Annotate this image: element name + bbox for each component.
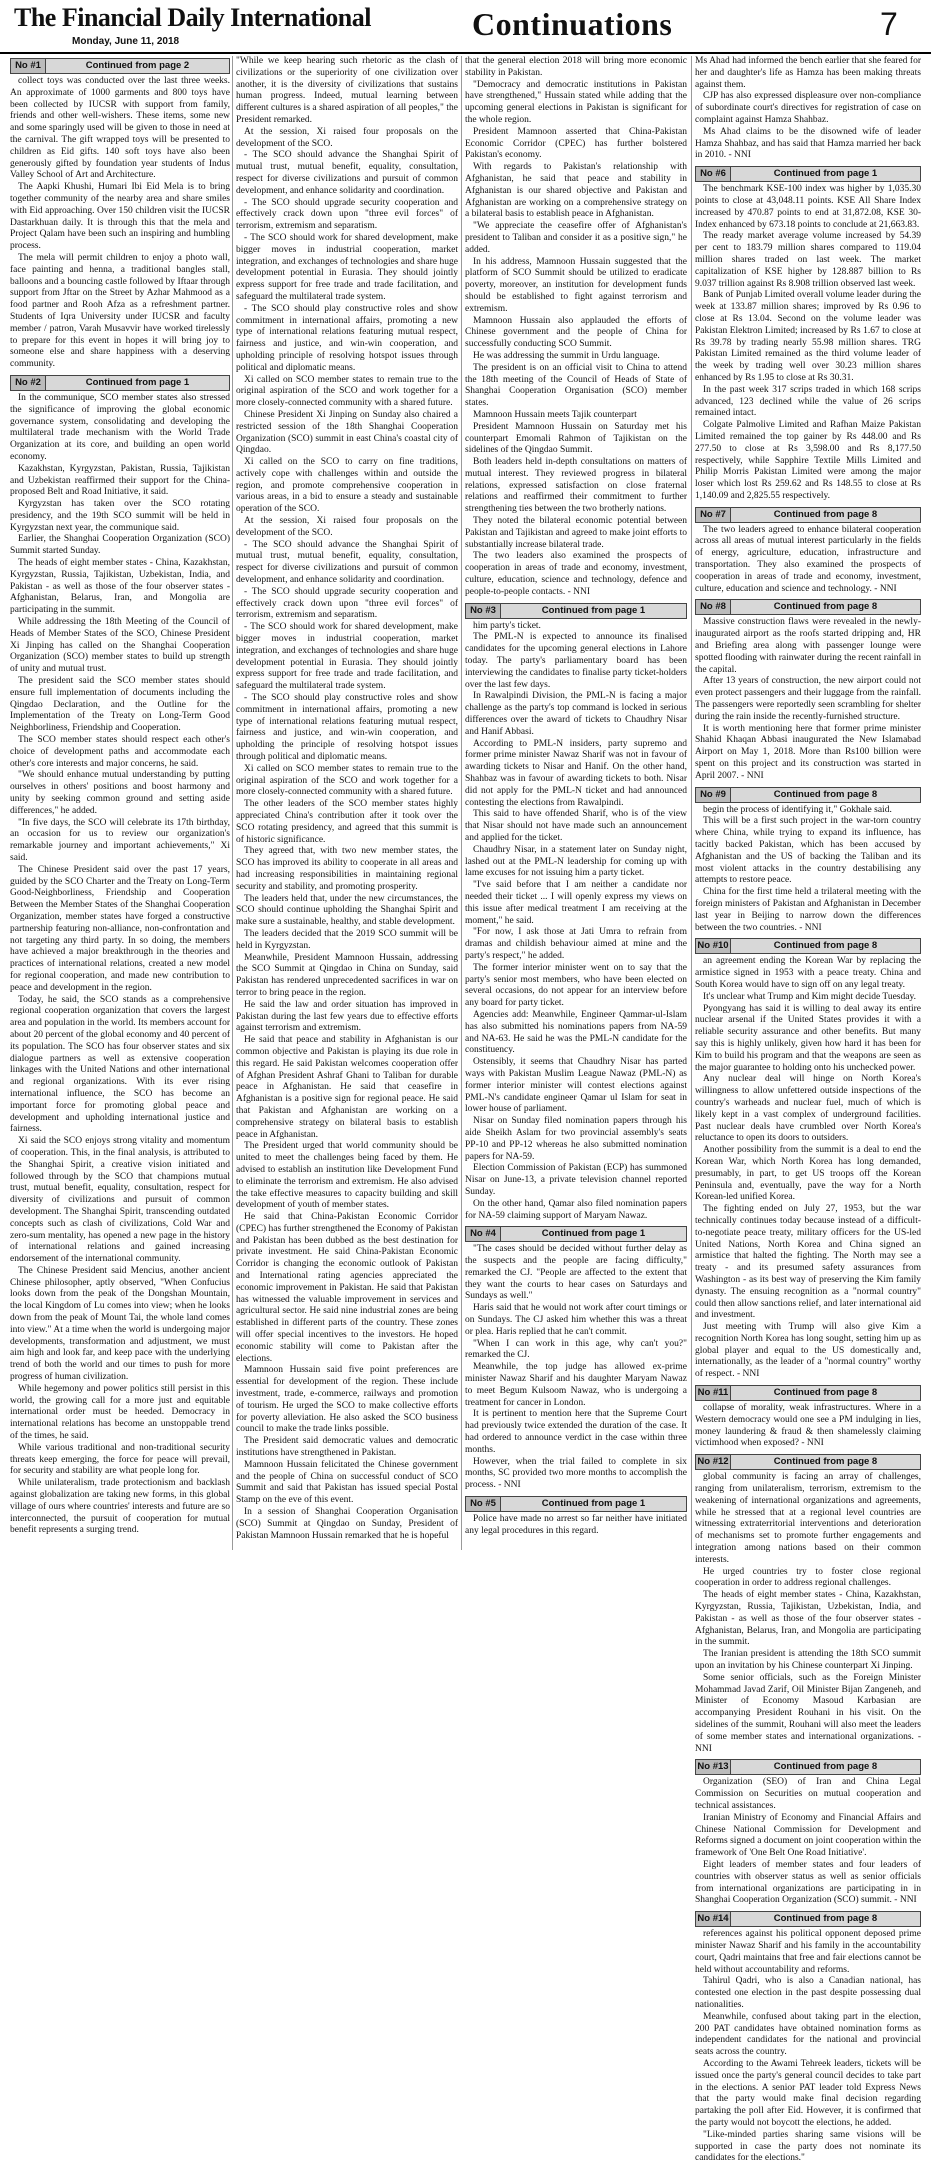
paragraph: According to PML-N insiders, party supremo and former prime minister Nawaz Sharif was not in favour of awarding tickets to Nisar and Hanif. On the other hand, Shahbaz was in favour of awarding tickets to both. Nisar did not apply for the PML-N ticket and had announced contesting the elections from Rawalpindi. xyxy=(465,738,687,808)
paragraph: "The cases should be decided without further delay as the suspects and the people are facing difficulty," remarked the CJ. "People are affected to the extent that they want the courts to hear cases on Saturdays and Sundays as well." xyxy=(465,1244,687,1302)
paragraph: Mamnoon Hussain meets Tajik counterpart xyxy=(473,409,637,420)
column-3 xyxy=(465,56,687,1550)
paragraph: Tahirul Qadri, who is also a Canadian national, has contested one election in the past despite possessing dual nationalities. xyxy=(695,1976,921,2010)
story-header xyxy=(695,507,921,523)
issue-date: Monday, June 11, 2018 xyxy=(72,36,180,47)
continued-label: Continued from page 2 xyxy=(85,60,190,71)
story-number: No #13 xyxy=(696,1760,731,1774)
paragraph: In his address, Mamnoon Hussain suggested that the platform of SCO Summit should be utilized to eradicate poverty, moreover, an institution for development funds should be established to fight against terrorism and extremism. xyxy=(465,256,687,314)
paragraph: "While we keep hearing such rhetoric as the clash of civilizations or the superiority of one civilization over another, it is the diversity of civilizations that sustains human progress. Indeed, mutual learning between different cultures is a shared aspiration of all peoples," the President remarked. xyxy=(236,56,458,125)
story xyxy=(695,507,921,596)
paragraph: The heads of eight member states - China, Kazakhstan, Kyrgyzstan, Russia, Tajikistan, Uzbekistan, India, and Pakistan - as well as those of the four observer states - Afghanistan, Belarus, Iran, and Mongolia are participating in the summit. xyxy=(10,558,230,616)
paragraph: Chaudhry Nisar, in a statement later on Sunday night, lashed out at the PML-N leadership for coming up with lame excuses for not issuing him a party ticket. xyxy=(465,844,687,879)
paragraph: - The SCO should play constructive roles and show commitment in international affairs, promoting a new type of international relations featuring mutual respect, fairness and justice, and win-win cooperation, and upholding principle of resolving hotspot issues through political and diplomatic means. xyxy=(236,303,458,373)
story xyxy=(695,599,921,782)
story-continued xyxy=(695,56,921,162)
story-header xyxy=(695,1385,921,1401)
story xyxy=(695,938,921,1381)
continued-label: Continued from page 1 xyxy=(85,376,190,388)
paragraph: "I've said before that I am neither a candidate nor needed their ticket ... I will openly express my views on this issue after medical treatment I am receiving at the moment," he said. xyxy=(465,880,687,926)
paragraph: Xi called on SCO member states to remain true to the original aspiration of the SCO and work together for a more closely-connected community with a shared future. xyxy=(236,763,458,798)
paragraph: In Rawalpindi Division, the PML-N is facing a major challenge as the party's top command is locked in serious differences over the award of tickets to Chaudhry Nisar and Hanif Abbasi. xyxy=(465,691,687,737)
story xyxy=(695,1454,921,1755)
paragraph: The two leaders also examined the prospects of cooperation in areas of trade and economy, investment, culture, education, science and technology, defence and people-to-people contacts. - NNI xyxy=(465,551,687,597)
story xyxy=(465,603,687,1223)
paragraph: He said that peace and stability in Afghanistan is our common objective and Pakistan is playing its due role in this regard. He said Pakistan welcomes cooperation offer of Afghan President Ashraf Ghani to Taliban for durable peace in Afghanistan. He said that ceasefire in Afghanistan is a positive sign for regional peace. He said that Pakistan and Afghanistan are working on a comprehensive strategy on bilateral basis to establish peace in Afghanistan. xyxy=(236,1035,458,1140)
paragraph: The President said democratic values and democratic institutions have strengthened in Pakistan. xyxy=(236,1436,458,1459)
paragraph: Chinese President Xi Jinping on Sunday also chaired a restricted session of the 18th Shanghai Cooperation Organization (SCO) summit in east China's coastal city of Qingdao. xyxy=(236,409,458,456)
continued-label: Continued from page 1 xyxy=(773,168,878,180)
masthead xyxy=(0,0,931,54)
continued-label: Continued from page 8 xyxy=(773,788,878,800)
paragraph: Ms Ahad claims to be the disowned wife of leader Hamza Shahbaz, and has said that Hamza married her back in 2010. - NNI xyxy=(695,126,921,161)
paragraph: Mamnoon Hussain said five point preferences are essential for development of the region. These include investment, trade, e-commerce, railways and promotion of tourism. He urged the SCO to make collective efforts for poverty alleviation. He also asked the SCO business council to make the trade links possible. xyxy=(236,1365,458,1435)
story-number: No #14 xyxy=(696,1912,731,1926)
paragraph: - The SCO should advance the Shanghai Spirit of mutual trust, mutual benefit, equality, consultation, respect for diverse civilizations and pursuit of common development, and enhance solidarity and coordination. xyxy=(236,150,458,196)
story-continued xyxy=(236,56,458,1542)
column-rule xyxy=(691,56,692,1550)
paragraph: The Chinese President said over the past 17 years, guided by the SCO Charter and the Treaty on Long-Term Good-Neighborliness, Friendship and Cooperation Between the Member States of the Shanghai Cooperation Organization, member states have forged a constructive partnership featuring non-alliance, non-confrontation and not targeting any third party. In so doing, the members have achieved a major breakthrough in the theories and practices of international relations, created a new model for regional cooperation, and made new contribution to peace and development in the region. xyxy=(10,864,230,993)
paragraph: him party's ticket. xyxy=(473,620,541,631)
newspaper-title: The Financial Daily International xyxy=(14,3,371,32)
paragraph: collect toys was conducted over the last three weeks. An approximate of 1000 garments and 800 toys have been collected by IUCSR with support from family, friends and other well-wishers. These items, some new and some sparingly used will be given to those in need at the carnival. The gift wrapped toys will be presented to children as Eid gifts. 140 soft toys have also been generously gifted by foundation year students of Indus Valley School of Art and Architecture. xyxy=(10,76,230,181)
paragraph: This will be a first such project in the war-torn country where China, while trying to expand its influence, has tacitly backed Pakistan, which has been accused by Afghanistan and the US of backing the Taliban and its most violent attacks in the country destabilising any attempts to restore peace. xyxy=(695,816,921,886)
story-header xyxy=(695,1911,921,1927)
story-number: No #5 xyxy=(466,1497,501,1511)
story-header xyxy=(695,1454,921,1470)
paragraph: According to the Awami Tehreek leaders, tickets will be issued once the party's general council decides to take part in the elections. A senior PAT leader told Express News that the party would make final decision regarding partaking the poll after Eid. However, it is confirmed that the party would not boycott the elections, he added. xyxy=(695,2058,921,2128)
paragraph: The PML-N is expected to announce its finalised candidates for the upcoming general elections in Lahore today. The party's parliamentary board has been interviewing the candidates to finalise party ticket-holders over the last few days. xyxy=(465,632,687,690)
paragraph: Just meeting with Trump will also give Kim a recognition North Korea has long sought, setting him up as global player and equal to the US domestically and, internationally, as the leader of a "normal country" worthy of respect. - NNI xyxy=(695,1322,921,1380)
paragraph: Some senior officials, such as the Foreign Minister Mohammad Javad Zarif, Oil Minister Bijan Zangeneh, and Minister of Economy Masoud Karbasian are accompanying President Rouhani in his visit. On the sidelines of the summit, Rouhani will also meet the leaders of some member states and international organizations. - NNI xyxy=(695,1672,921,1754)
paragraph: Iranian Ministry of Economy and Financial Affairs and Chinese National Commission for Development and Reforms signed a document on joint cooperation within the framework of 'One Belt One Road Initiative'. xyxy=(695,1812,921,1859)
paragraph: Meanwhile, the top judge has allowed ex-prime minister Nawaz Sharif and his daughter Maryam Nawaz to meet Begum Kulsoom Nawaz, who is undergoing a treatment for cancer in London. xyxy=(465,1362,687,1408)
story xyxy=(695,1385,921,1450)
paragraph: The SCO member states should respect each other's choice of development paths and accommodate each other's core interests and major concerns, he said. xyxy=(10,735,230,769)
story-number: No #7 xyxy=(696,508,731,522)
story-number: No #10 xyxy=(696,939,731,953)
paragraph: While addressing the 18th Meeting of the Council of Heads of Member States of the SCO, Chinese President Xi Jinping has called on the Shanghai Cooperation Organization (SCO) member states to build up strength of unity and mutual trust. xyxy=(10,617,230,675)
paragraph: On the other hand, Qamar also filed nomination papers for NA-59 claiming support of Maryam Nawaz. xyxy=(465,1198,687,1221)
paragraph: The mela will permit children to enjoy a photo wall, face painting and henna, a traditional bangles stall, balloons and a bouncing castle followed by Iftaar through support from Jftar on the Street by Azhar Mahmood as a food partner and Rooh Afza as a refreshment partner. Students of Iqra University under IUCSR and faculty member / patron, Varah Musavvir have worked tirelessly to prepare for this event in hopes it will bring joy to someone else and share happiness with a deserving community. xyxy=(10,252,230,370)
paragraph: The benchmark KSE-100 index was higher by 1,035.30 points to close at 43,048.11 points. KSE All Share Index increased by 470.87 points to end at 31,872.08, KSE 30-Index enhanced by 673.18 points to conclude at 21,663.83. xyxy=(695,184,921,230)
paragraph: "Democracy and democratic institutions in Pakistan have strengthened," Hussain stated while adding that the upcoming general elections in Pakistan is significant for the whole region. xyxy=(465,79,687,125)
paragraph: Pyongyang has said it is willing to deal away its entire nuclear arsenal if the United States provides it with a reliable security assurance and other benefits. But many say this is highly unlikely, given how hard it has been for Kim to build his program and that the weapons are seen as the major guarantee to holding onto his unchecked power. xyxy=(695,1003,921,1073)
paragraph: - The SCO should play constructive roles and show commitment in international affairs, promoting a new type of international relations featuring mutual respect, fairness and justice, and win-win cooperation, and upholding the principle of resolving hotspot issues through political and diplomatic means. xyxy=(236,693,458,763)
paragraph: He urged countries try to foster close regional cooperation in order to address regional challenges. xyxy=(695,1566,921,1589)
paragraph: Ostensibly, it seems that Chaudhry Nisar has parted ways with Pakistan Muslim League Nawaz (PML-N) as former interior minister will contest elections against PML-N's candidate engineer Qamar ul Islam for seat in lower house of parliament. xyxy=(465,1057,687,1115)
paragraph: In the past week 317 scrips traded in which 168 scrips advanced, 123 declined while the value of 26 scrips remained intact. xyxy=(695,384,921,419)
story xyxy=(695,1759,921,1907)
column-2 xyxy=(236,56,458,1550)
paragraph: Ms Ahad had informed the bench earlier that she feared for her and daughter's life as Hamza has been making threats against them. xyxy=(695,56,921,90)
paragraph: President Mamnoon Hussain on Saturday met his counterpart Emomali Rahmon of Tajikistan on the sidelines of the Qingdao Summit. xyxy=(465,421,687,456)
paragraph: The leaders held that, under the new circumstances, the SCO should continue upholding the Shanghai Spirit and make sure a sustainable, healthy, and stable development. xyxy=(236,893,458,928)
paragraph: "Like-minded parties sharing same visions will be supported in case the party does not nominate its candidates for the elections." xyxy=(695,2129,921,2164)
story xyxy=(10,58,230,371)
paragraph: - The SCO should upgrade security cooperation and effectively crack down upon "three evil forces" of terrorism, extremism and separatism. xyxy=(236,586,458,621)
continued-label: Continued from page 1 xyxy=(541,1498,646,1510)
story-number: No #6 xyxy=(696,167,731,181)
paragraph: Kyrgyzstan has taken over the SCO rotating presidency, and the 19th SCO summit will be held in Kyrgyzstan next year, the communique said. xyxy=(10,499,230,533)
paragraph: Election Commission of Pakistan (ECP) has summoned Nisar on June-13, a private television channel reported Sunday. xyxy=(465,1163,687,1197)
continued-label: Continued from page 8 xyxy=(773,940,878,952)
paragraph: Earlier, the Shanghai Cooperation Organization (SCO) Summit started Sunday. xyxy=(10,534,230,557)
paragraph: The fighting ended on July 27, 1953, but the war technically continues today because instead of a difficult-to-negotiate peace treaty, military officers for the US-led United Nations, North Korea and China signed an armistice that halted the fighting. The North may see a treaty - and its presumed safety assurances from Washington - as its best way of preserving the Kim family dynasty. The ensuing recognition as a "normal country" could then allow sanctions relief, and later international aid and investment. xyxy=(695,1204,921,1321)
story-number: No #9 xyxy=(696,788,731,802)
column-4 xyxy=(695,56,921,2164)
paragraph: Bank of Punjab Limited overall volume leader during the week at 133.87 million shares; improved by Rs 0.96 to close at Rs 13.04. Second on the volume leader was Pakistan Elektron Limited; increased by Rs 1.67 to close at Rs 39.78 by trading nearly 55.98 million shares. TRG Pakistan Limited remained as the third volume leader of the week by trading well over 30.23 million shares enhanced by Rs 1.95 to close at Rs 30.31. xyxy=(695,290,921,383)
paragraph: They noted the bilateral economic potential between Pakistan and Tajikistan and agreed to make joint efforts to substantially increase bilateral trade. xyxy=(465,516,687,550)
paragraph: Police have made no arrest so far neither have initiated any legal procedures in this regard. xyxy=(465,1514,687,1536)
paragraph: global community is facing an array of challenges, ranging from unilateralism, terrorism, extremism to the weakening of international organizations and agreements, while he stressed that at a regional level countries are witnessing extraterritorial interventions and deterioration of mechanisms set to promote further engagements and integration among nations based on their common interests. xyxy=(695,1472,921,1565)
paragraph: Massive construction flaws were revealed in the newly-inaugurated airport as the roofs started dripping and, HR and Briefing area along with passenger lounge were spotted flooding with rainwater during the recent rainfall in the capital. xyxy=(695,617,921,675)
story-header xyxy=(10,58,230,74)
paragraph: that the general election 2018 will bring more economic stability in Pakistan. xyxy=(465,56,687,78)
story-header xyxy=(695,938,921,954)
continued-label: Continued from page 1 xyxy=(541,1228,646,1240)
paragraph: Eight leaders of member states and four leaders of countries with observer status as well as senior officials from international organizations are participating in in Shanghai Cooperation Organization (SCO) summit. - NNI xyxy=(695,1859,921,1906)
paragraph: It is pertinent to mention here that the Supreme Court had previously twice extended the duration of the case. It had ordered to announce verdict in the case within three months. xyxy=(465,1409,687,1455)
story-number: No #1 xyxy=(11,59,46,73)
story xyxy=(695,1911,921,2165)
story-continued xyxy=(465,56,687,599)
paragraph: The Chinese President said Mencius, another ancient Chinese philosopher, aptly observed, "When Confucius looks down from the peak of the Dongshan Mountain, the local Kingdom of Lu comes into view; when he looks down from the peak of Mount Tai, the whole land comes into view." At a time when the world is undergoing major developments, transformation and adjustment, we must aim high and look far, and keep pace with the underlying trend of both the world and our times to push for more progress of human civilization. xyxy=(10,1265,230,1383)
paragraph: President Mamnoon asserted that China-Pakistan Economic Corridor (CPEC) has further bolstered Pakistan's economy. xyxy=(465,126,687,161)
paragraph: At the session, Xi raised four proposals on the development of the SCO. xyxy=(236,126,458,149)
paragraph: - The SCO should work for shared development, make bigger moves in industrial cooperation, market integration, and exchanges of technologies and share huge development potential in Eurasia. They should jointly express support for free trade and trade facilitation, and safeguard the multilateral trade system. xyxy=(236,622,458,692)
story-header xyxy=(465,1496,687,1512)
paragraph: Agencies add: Meanwhile, Engineer Qammar-ul-Islam has also submitted his nominations papers from NA-59 and NA-63. He said he was the PML-N candidate for the constituency. xyxy=(465,1009,687,1056)
paragraph: This said to have offended Sharif, who is of the view that Nisar should not have made such an announcement and applied for the ticket. xyxy=(465,809,687,843)
story-number: No #11 xyxy=(696,1386,731,1400)
continued-label: Continued from page 8 xyxy=(773,1387,878,1399)
story-header xyxy=(695,787,921,803)
paragraph: The president said the SCO member states should ensure full implementation of documents including the Qingdao Declaration, and the Outline for the Implementation of the Treaty on Long-Term Good Neighborliness, Friendship and Cooperation. xyxy=(10,676,230,734)
paragraph: It is worth mentioning here that former prime minister Shahid Khaqan Abbasi inaugurated the New Islamabad Airport on May 1, 2018. More than Rs100 billion were spent on this project and its construction was started in April 2007. - NNI xyxy=(695,723,921,781)
paragraph: "We appreciate the ceasefire offer of Afghanistan's president to Taliban and consider it as a positive sign," he added. xyxy=(465,221,687,255)
paragraph: While unilateralism, trade protectionism and backlash against globalization are taking new forms, in this global village of ours where countries' interests and future are so interconnected, the pursuit of cooperation for mutual benefit represents a surging trend. xyxy=(10,1478,230,1536)
paragraph: At the session, Xi raised four proposals on the development of the SCO. xyxy=(236,516,458,538)
page-number: 7 xyxy=(880,6,898,42)
paragraph: "When I can work in this age, why can't you?" remarked the CJ. xyxy=(465,1338,687,1361)
paragraph: After 13 years of construction, the new airport could not even protect passengers and their luggage from the rainfall. The passengers were reportedly seen scrambling for shelter during the rain inside the recently-furnished structure. xyxy=(695,676,921,722)
column-rule xyxy=(461,56,462,1550)
paragraph: In the communique, SCO member states also stressed the significance of improving the global economic governance system, consolidating and developing the multilateral trade mechanism with the World Trade Organization at its core, and building an open world economy. xyxy=(10,392,230,462)
paragraph: "In five days, the SCO will celebrate its 17th birthday, an occasion for us to review our organization's remarkable journey and important achievements," Xi said. xyxy=(10,817,230,863)
story-number: No #12 xyxy=(696,1455,731,1469)
paragraph: The Iranian president is attending the 18th SCO summit upon an invitation by his Chinese counterpart Xi Jinping. xyxy=(695,1649,921,1672)
section-title: Continuations xyxy=(472,6,673,42)
paragraph: Kazakhstan, Kyrgyzstan, Pakistan, Russia, Tajikistan and Uzbekistan reaffirmed their support for the China-proposed Belt and Road Initiative, it said. xyxy=(10,463,230,498)
paragraph: Nisar on Sunday filed nomination papers through his aide Sheikh Aslam for two provincial assembly's seats PP-10 and PP-12 whereas he also submitted nomination papers for NA-59. xyxy=(465,1116,687,1162)
paragraph: an agreement ending the Korean War by replacing the armistice signed in 1953 with a peace treaty. China and South Korea would have to sign off on any legal treaty. xyxy=(695,956,921,990)
paragraph: They agreed that, with two new member states, the SCO has improved its ability to cooperate in all areas and had increasing responsibilities in maintaining regional security and stability, and promoting prosperity. xyxy=(236,846,458,892)
story-number: No #4 xyxy=(466,1227,501,1241)
paragraph: Meanwhile, confused about taking part in the election, 200 PAT candidates have obtained nomination forms as independent candidates for the national and provincial seats across the country. xyxy=(695,2011,921,2058)
paragraph: Another possibility from the summit is a deal to end the Korean War, which North Korea has long demanded, presumably, in part, to get US troops off the Korean Peninsula and, eventually, pave the way for a North Korean-led unified Korea. xyxy=(695,1145,921,1203)
column-rule xyxy=(232,56,233,1550)
paragraph: Both leaders held in-depth consultations on matters of mutual interest. They reviewed progress in bilateral relations, expressed satisfaction on close fraternal relations and reaffirmed their commitment to further strengthening ties between the two brotherly nations. xyxy=(465,457,687,515)
paragraph: Xi called on SCO member states to remain true to the original aspiration of the SCO and work together for a more closely-connected community with a shared future. xyxy=(236,374,458,409)
story-number: No #3 xyxy=(466,604,501,618)
continued-label: Continued from page 8 xyxy=(773,1456,878,1468)
paragraph: However, when the trial failed to complete in six months, SC provided two more months to accomplish the process. - NNI xyxy=(465,1456,687,1491)
paragraph: collapse of morality, weak infrastructures. Where in a Western democracy would one see a PM indulging in lies, money laundering & fraud & then shamelessly claiming victimhood when exposed? - NNI xyxy=(695,1403,921,1449)
paragraph: Haris said that he would not work after court timings or on Sundays. The CJ asked him whether this was a threat or plea. Haris replied that he can't commit. xyxy=(465,1303,687,1337)
paragraph: The President urged that world community should be united to meet the challenges being faced by them. He advised to establish an institution like Development Fund to eliminate the terrorism and extremism. He also advised the take effective measures to capacity building and skill development of youth of member states. xyxy=(236,1141,458,1211)
story-header xyxy=(10,375,230,391)
paragraph: Mamnoon Hussain also applauded the efforts of Chinese government and the people of China for successfully conducting SCO Summit. xyxy=(465,315,687,350)
paragraph: "We should enhance mutual understanding by putting ourselves in others' positions and boost harmony and unity by seeking common ground and setting aside differences," he added. xyxy=(10,770,230,816)
paragraph: - The SCO should upgrade security cooperation and effectively crack down upon "three evil forces" of terrorism, extremism and separatism. xyxy=(236,197,458,232)
paragraph: China for the first time held a trilateral meeting with the foreign ministers of Pakistan and Afghanistan in December last year in Beijing to narrow down the differences between the two countries. - NNI xyxy=(695,887,921,933)
story-header xyxy=(695,599,921,615)
story-header xyxy=(695,1759,921,1775)
paragraph: The two leaders agreed to enhance bilateral cooperation across all areas of mutual interest particularly in the fields of energy, agriculture, education, infrastructure and transportation. They also examined the prospects of cooperation in areas of trade and economy, investment, culture, education and science and technology. - NNI xyxy=(695,524,921,594)
paragraph: Colgate Palmolive Limited and Rafhan Maize Pakistan Limited remained the top gainer by Rs 448.00 and Rs 277.50 to close at Rs 3,598.00 and Rs 8,177.50 respectively, while Sapphire Textile Mills Limited and Philip Morris Pakistan Limited were among the major loser which lost Rs 259.62 and Rs 148.55 to close at Rs 1,140.09 and 2,825.55 respectively. xyxy=(695,420,921,501)
paragraph: Xi called on the SCO to carry on fine traditions, actively cope with challenges within and outside the region, and promote comprehensive cooperation in various areas, in a bid to ensure a steady and sustainable operation of the SCO. xyxy=(236,457,458,515)
paragraph: - The SCO should advance the Shanghai Spirit of mutual trust, mutual benefit, equality, consultation, respect for diverse civilizations and pursuit of common development, and enhance solidarity and coordination. xyxy=(236,539,458,586)
paragraph: Meanwhile, President Mamnoon Hussain, addressing the SCO Summit at Qingdao in China on Sunday, said Pakistan has rendered unprecedented sacrifices in war on terror to bring peace in the region. xyxy=(236,952,458,998)
paragraph: Mamnoon Hussain felicitated the Chinese government and the people of China on successful conduct of SCO Summit and said that Pakistan has issued special Postal Stamp on the eve of this event. xyxy=(236,1459,458,1506)
paragraph: Organization (SEO) of Iran and China Legal Commission on Securities on mutual cooperation and technical assistances. xyxy=(695,1777,921,1811)
continued-label: Continued from page 8 xyxy=(773,508,878,520)
paragraph: The heads of eight member states - China, Kazakhstan, Kyrgyzstan, Russia, Tajikistan, Uzbekistan, India, and Pakistan - as well as those of the four observer states - Afghanistan, Belarus, Iran, and Mongolia are participating in the summit. xyxy=(695,1590,921,1648)
paragraph: While various traditional and non-traditional security threats keep emerging, the force for peace will prevail, for security and stability are what people long for. xyxy=(10,1442,230,1477)
paragraph: The former interior minister went on to say that the party's senior most members, who have been elected on several occasions, do not appear for an interview before any board for party ticket. xyxy=(465,962,687,1009)
story-number: No #2 xyxy=(11,376,46,390)
paragraph: Any nuclear deal will hinge on North Korea's willingness to allow unfettered outside inspections of the country's warheads and nuclear fuel, much of which is likely kept in a vast complex of underground facilities. Past nuclear deals have crumbled over North Korea's reluctance to open its doors to outsiders. xyxy=(695,1074,921,1144)
paragraph: Today, he said, the SCO stands as a comprehensive regional cooperation organization that covers the largest area and population in the world. Its members account for about 20 percent of the global economy and 40 percent of its population. The SCO has four observer states and six dialogue partners as well as extensive cooperation linkages with the United Nations and other international and regional organizations. With its ever rising international influence, the SCO has become an important force for promoting global peace and development and upholding international justice and fairness. xyxy=(10,994,231,1135)
paragraph: begin the process of identifying it," Gokhale said. xyxy=(703,804,892,815)
paragraph: CJP has also expressed displeasure over non-compliance of subordinate court's directives for registration of case on complaint against Hamza Shahbaz. xyxy=(695,91,921,125)
continued-label: Continued from page 8 xyxy=(773,1913,878,1925)
paragraph: He was addressing the summit in Urdu language. xyxy=(473,350,660,361)
column-1 xyxy=(10,56,230,1550)
story-header xyxy=(465,603,687,619)
paragraph: The Aapki Khushi, Humari Ibi Eid Mela is to bring together community of the nearby area and share smiles with Eid approaching. Over 150 children visit the IUCSR Dastarkhuan daily. It is through this that the mela and Project Qalam have been such an inspiring and humbling process. xyxy=(10,182,230,252)
paragraph: While hegemony and power politics still persist in this world, the growing call for a more just and equitable international order must be heeded. Democracy in international relations has become an unstoppable trend of the times, he said. xyxy=(10,1383,230,1442)
paragraph: "For now, I ask those at Jati Umra to refrain from dramas and childish behaviour aimed at mine and the party's respect," he added. xyxy=(465,927,687,961)
paragraph: - The SCO should work for shared development, make bigger moves in industrial cooperation, market integration, and exchanges of technologies and share huge development potential in Eurasia. They should jointly express support for free trade and trade facilitation, and safeguard the multilateral trade system. xyxy=(236,232,458,302)
paragraph: The ready market average volume increased by 54.39 per cent to 183.79 million shares compared to 119.04 million shares traded on last week. The market capitalization of KSE higher by 128.887 billion to Rs 9.037 trillion against Rs 8.908 trillion observed last week. xyxy=(695,231,921,289)
paragraph: references against his political opponent deposed prime minister Nawaz Sharif and his family in the accountability court, Qadri maintains that free and fair elections cannot be held without accountability and reforms. xyxy=(695,1929,921,1975)
paragraph: He said that China-Pakistan Economic Corridor (CPEC) has further strengthened the Economy of Pakistan and Pakistan has been dubbed as the best destination for private investment. He said China-Pakistan Economic Corridor is changing the economic outlook of Pakistan and International rating agencies appreciated the economic improvement in Pakistan. He said that Pakistan has witnessed the valuable improvement in services and agricultural sector. He said nine industrial zones are being established in different parts of the country. These zones will offer special incentives to the investors. He hoped economic stability will come to Pakistan after the elections. xyxy=(236,1212,458,1364)
paragraph: The leaders decided that the 2019 SCO summit will be held in Kyrgyzstan. xyxy=(236,928,458,951)
paragraph: It's unclear what Trump and Kim might decide Tuesday. xyxy=(703,991,916,1002)
continued-label: Continued from page 8 xyxy=(773,1761,878,1773)
story-header xyxy=(695,166,921,182)
story xyxy=(465,1496,687,1538)
story xyxy=(10,375,230,1537)
paragraph: He said the law and order situation has improved in Pakistan during the last few years due to effective efforts against terrorism and extremism. xyxy=(236,999,458,1034)
story-header xyxy=(465,1226,687,1242)
paragraph: With regards to Pakistan's relationship with Afghanistan, he said that peace and stability in Afghanistan is our shared objective and Pakistan and Afghanistan are working on a comprehensive strategy on a bilateral basis to establish peace in Afghanistan. xyxy=(465,162,687,220)
paragraph: Xi said the SCO enjoys strong vitality and momentum of cooperation. This, in the final analysis, is attributed to the Shanghai Spirit, a creative vision initiated and followed through by the SCO that champions mutual trust, mutual benefit, equality, consultation, respect for diversity of civilizations and pursuit of common development. The Shanghai Spirit, transcending outdated concepts such as clash of civilizations, Cold War and zero-sum mentality, has opened a new page in the history of international relations and gained increasing endorsement of the international community. xyxy=(10,1136,230,1265)
paragraph: In a session of Shanghai Cooperation Organisation (SCO) Summit at Qingdao on Sunday, President of Pakistan Mamnoon Hussain remarked that he is hopeful xyxy=(236,1507,458,1541)
story xyxy=(695,787,921,935)
story-number: No #8 xyxy=(696,600,731,614)
story xyxy=(465,1226,687,1492)
continued-label: Continued from page 1 xyxy=(541,604,646,616)
paragraph: The other leaders of the SCO member states highly appreciated China's contribution after it took over the SCO rotating presidency, and agreed that this summit is of historic significance. xyxy=(236,799,458,845)
story xyxy=(695,166,921,503)
paragraph: The president is on an official visit to China to attend the 18th meeting of the Council of Heads of State of Shanghai Cooperation Organisation (SCO) member states. xyxy=(465,362,687,409)
continued-label: Continued from page 8 xyxy=(773,601,878,613)
